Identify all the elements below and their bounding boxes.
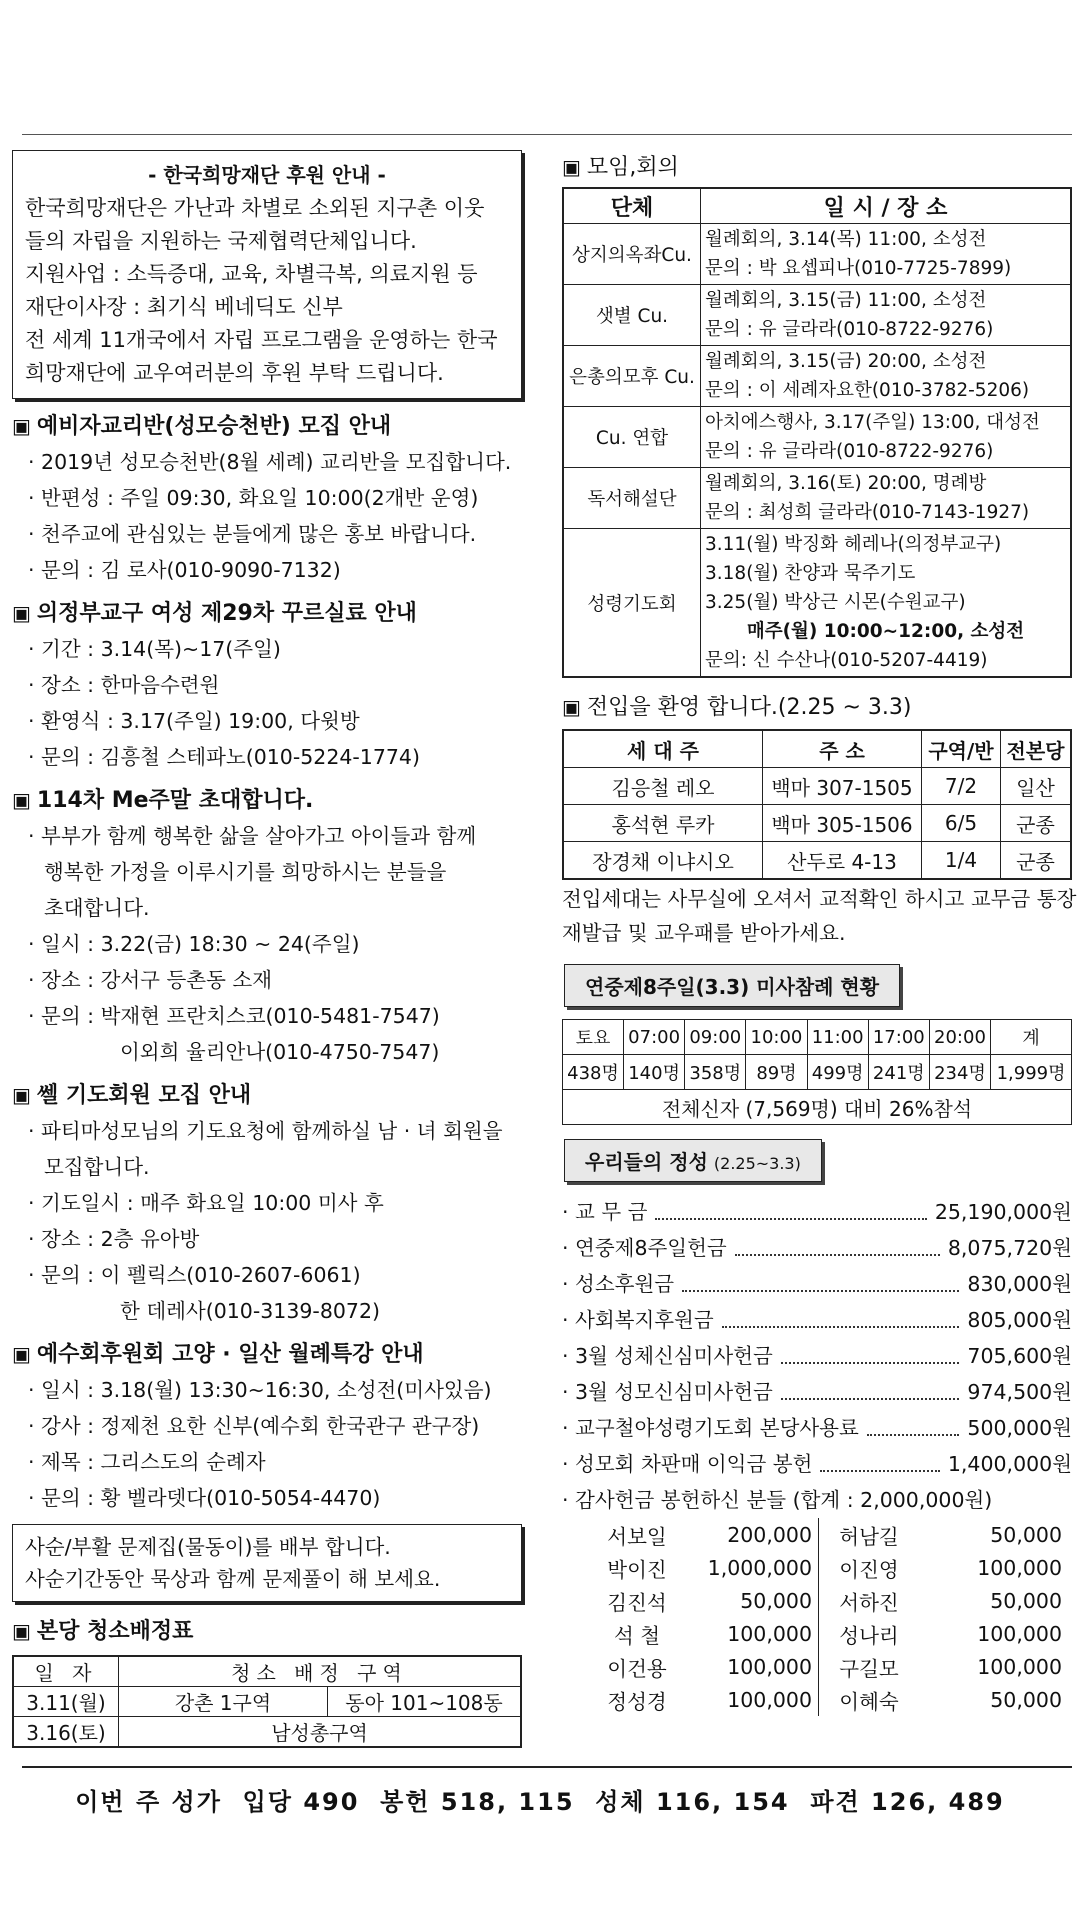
cursillo-title: 의정부교구 여성 제29차 꾸르실료 안내 xyxy=(36,601,417,626)
meeting-info: 3.11(월) 박징화 헤레나(의정부교구) xyxy=(705,534,1002,555)
table-row xyxy=(563,407,1071,468)
meetings-table xyxy=(562,187,1072,678)
table-row xyxy=(563,468,1071,529)
group-name: 은총의모후 Cu. xyxy=(563,346,701,407)
column-header: 세 대 주 xyxy=(563,730,763,768)
group-name: 샛별 Cu. xyxy=(563,285,701,346)
list-item: · 교구철야성령기도회 본당사용료 500,000원 xyxy=(562,1410,1072,1446)
prayer-contact: · 문의 : 이 펠릭스(010-2607-6061) xyxy=(28,1263,361,1287)
jesuit-title: 예수회후원회 고양 · 일산 월례특강 안내 xyxy=(36,1342,424,1367)
welcome-table xyxy=(562,729,1072,880)
column-header: 11:00 xyxy=(807,1020,868,1055)
list-item: · 3월 성모신심미사헌금 974,500원 xyxy=(562,1374,1072,1410)
table-cell: 140명 xyxy=(624,1055,685,1090)
prayer-title: 쎌 기도회원 모집 안내 xyxy=(36,1083,252,1108)
column-header: 20:00 xyxy=(929,1020,990,1055)
table-cell: 358명 xyxy=(685,1055,746,1090)
list-item: · 성소후원금 830,000원 xyxy=(562,1266,1072,1302)
catechumen-line: · 천주교에 관심있는 분들에게 많은 홍보 바랍니다. xyxy=(28,522,477,546)
jesuit-line: · 제목 : 그리스도의 순례자 xyxy=(28,1450,266,1474)
me-weekend-section xyxy=(12,783,522,1070)
cleaning-section xyxy=(12,1614,522,1748)
cursillo-line: · 환영식 : 3.17(주일) 19:00, 다윗방 xyxy=(28,709,360,733)
welcome-title: 전입을 환영 합니다.(2.25 ~ 3.3) xyxy=(586,695,912,720)
table-row: 서보일 200,000 허남길 50,000 xyxy=(592,1518,1062,1551)
square-bullet-icon: ▣ xyxy=(12,1342,31,1366)
square-bullet-icon: ▣ xyxy=(12,1619,31,1643)
right-column xyxy=(562,150,1077,1716)
me-weekend-contact: · 문의 : 박재현 프란치스코(010-5481-7547) xyxy=(28,1004,440,1028)
column-header: 07:00 xyxy=(624,1020,685,1055)
offerings-list xyxy=(562,1194,1072,1518)
offerings-title-text: 우리들의 정성 xyxy=(585,1150,708,1174)
lent-line: 사순기간동안 묵상과 함께 문제풀이 해 보세요. xyxy=(25,1567,441,1591)
cleaning-title: 본당 청소배정표 xyxy=(36,1619,194,1644)
prayer-contact: 한 데레사(010-3139-8072) xyxy=(120,1299,380,1323)
group-name: 상지의옥좌Cu. xyxy=(563,224,701,285)
table-row xyxy=(563,529,1071,678)
column-header: 10:00 xyxy=(746,1020,807,1055)
sponsor-line: 재단이사장 : 최기식 베네딕도 신부 xyxy=(25,295,343,319)
column-header: 청소 배정 구역 xyxy=(119,1656,522,1687)
column-header: 전본당 xyxy=(1001,730,1072,768)
prayer-line: · 파티마성모님의 기도요청에 함께하실 남 · 녀 회원을 xyxy=(28,1119,503,1143)
sponsor-line: 희망재단에 교우여러분의 후원 부탁 드립니다. xyxy=(25,361,444,385)
table-row xyxy=(563,285,1071,346)
column-header: 17:00 xyxy=(868,1020,929,1055)
table-cell: 1,999명 xyxy=(991,1055,1072,1090)
lent-box xyxy=(12,1524,522,1602)
table-row xyxy=(13,1717,521,1748)
cursillo-section xyxy=(12,596,522,775)
table-cell: 백마 307-1505 xyxy=(763,768,922,805)
square-bullet-icon: ▣ xyxy=(562,695,581,719)
table-row: 이건용 100,000 구길모 100,000 xyxy=(592,1650,1062,1683)
square-bullet-icon: ▣ xyxy=(12,414,31,438)
table-row: 석 철 100,000 성나리 100,000 xyxy=(592,1617,1062,1650)
sponsor-line: 지원사업 : 소득증대, 교육, 차별극복, 의료지원 등 xyxy=(25,262,478,286)
square-bullet-icon: ▣ xyxy=(12,788,31,812)
sponsor-line: 전 세계 11개국에서 자립 프로그램을 운영하는 한국 xyxy=(25,328,498,352)
left-column xyxy=(12,150,522,1756)
table-cell: 241명 xyxy=(868,1055,929,1090)
meeting-contact: 문의 : 박 요셉피나(010-7725-7899) xyxy=(705,258,1012,279)
square-bullet-icon: ▣ xyxy=(12,1083,31,1107)
table-row xyxy=(563,1090,1072,1125)
table-cell: 89명 xyxy=(746,1055,807,1090)
table-cell: 김응철 레오 xyxy=(563,768,763,805)
table-row: 정성경 100,000 이혜숙 50,000 xyxy=(592,1683,1062,1716)
donors-table xyxy=(592,1518,1062,1716)
table-row xyxy=(563,1020,1072,1055)
bottom-rule xyxy=(22,1766,1072,1768)
meeting-contact: 문의 : 최성희 글라라(010-7143-1927) xyxy=(705,502,1030,523)
sponsor-box xyxy=(12,150,522,399)
cursillo-line: · 문의 : 김흥철 스테파노(010-5224-1774) xyxy=(28,745,420,769)
offerings-title xyxy=(564,1139,822,1182)
meeting-info: 3.25(월) 박상근 시몬(수원교구) xyxy=(705,592,966,613)
table-row xyxy=(563,768,1071,805)
meeting-info: 매주(월) 10:00~12:00, 소성전 xyxy=(746,621,1025,642)
square-bullet-icon: ▣ xyxy=(562,155,581,179)
meetings-title: 모임,회의 xyxy=(586,155,679,180)
meeting-contact: 문의 : 유 글라라(010-8722-9276) xyxy=(705,319,994,340)
column-header: 구역/반 xyxy=(922,730,1001,768)
cleaning-table xyxy=(12,1655,522,1748)
me-weekend-title: 114차 Me주말 초대합니다. xyxy=(36,788,314,813)
meeting-info: 3.18(월) 찬양과 묵주기도 xyxy=(705,563,916,584)
sponsor-title: - 한국희망재단 후원 안내 - xyxy=(148,163,386,187)
meeting-info: 월례회의, 3.14(목) 11:00, 소성전 xyxy=(705,229,987,250)
table-row xyxy=(563,1055,1072,1090)
prayer-line: 모집합니다. xyxy=(44,1155,150,1179)
lent-line: 사순/부활 문제집(물동이)를 배부 합니다. xyxy=(25,1535,391,1559)
catechumen-section xyxy=(12,409,522,588)
group-name: 성령기도회 xyxy=(563,529,701,678)
meeting-info: 월례회의, 3.16(토) 20:00, 명례방 xyxy=(705,473,987,494)
top-rule xyxy=(22,134,1072,135)
catechumen-line: · 반편성 : 주일 09:30, 화요일 10:00(2개반 운영) xyxy=(28,486,479,510)
column-header: 토요 xyxy=(563,1020,624,1055)
column-header: 09:00 xyxy=(685,1020,746,1055)
thanks-offering-title: · 감사헌금 봉헌하신 분들 (합계 : 2,000,000원) xyxy=(562,1488,993,1512)
welcome-note: 재발급 및 교우패를 받아가세요. xyxy=(562,921,846,945)
table-row xyxy=(563,842,1071,880)
attendance-table xyxy=(562,1019,1072,1125)
table-row: 김진석 50,000 서하진 50,000 xyxy=(592,1584,1062,1617)
meeting-info: 월례회의, 3.15(금) 11:00, 소성전 xyxy=(705,290,987,311)
jesuit-section xyxy=(12,1337,522,1516)
table-row xyxy=(563,188,1071,224)
meetings-section xyxy=(562,150,1072,678)
column-header: 일 시 / 장 소 xyxy=(701,188,1072,224)
prayer-place: · 장소 : 2층 유아방 xyxy=(28,1227,200,1251)
attendance-summary: 전체신자 (7,569명) 대비 26%참석 xyxy=(563,1090,1072,1125)
jesuit-line: · 일시 : 3.18(월) 13:30~16:30, 소성전(미사있음) xyxy=(28,1378,492,1402)
group-name: Cu. 연합 xyxy=(563,407,701,468)
prayer-time: · 기도일시 : 매주 화요일 10:00 미사 후 xyxy=(28,1191,384,1215)
list-item: · 연중제8주일헌금 8,075,720원 xyxy=(562,1230,1072,1266)
jesuit-line: · 강사 : 정제천 요한 신부(예수회 한국관구 관구장) xyxy=(28,1414,480,1438)
meeting-contact: 문의 : 이 세례자요한(010-3782-5206) xyxy=(705,380,1030,401)
column-header: 계 xyxy=(991,1020,1072,1055)
attendance-title: 연중제8주일(3.3) 미사참례 현황 xyxy=(564,964,900,1007)
me-weekend-date: · 일시 : 3.22(금) 18:30 ~ 24(주일) xyxy=(28,932,360,956)
table-cell: 산두로 4-13 xyxy=(763,842,922,880)
table-cell: 남성총구역 xyxy=(119,1717,522,1748)
table-cell: 군종 xyxy=(1001,842,1072,880)
jesuit-line: · 문의 : 황 벨라뎃다(010-5054-4470) xyxy=(28,1486,381,1510)
cursillo-line: · 장소 : 한마음수련원 xyxy=(28,673,220,697)
cursillo-line: · 기간 : 3.14(목)~17(주일) xyxy=(28,637,281,661)
me-weekend-line: 행복한 가정을 이루시기를 희망하시는 분들을 xyxy=(44,860,447,884)
table-row xyxy=(563,224,1071,285)
catechumen-line: · 2019년 성모승천반(8월 세례) 교리반을 모집합니다. xyxy=(28,450,512,474)
me-weekend-contact: 이외희 율리안나(010-4750-7547) xyxy=(120,1040,440,1064)
meeting-contact: 문의: 신 수산나(010-5207-4419) xyxy=(705,650,988,671)
table-row xyxy=(13,1687,521,1717)
meeting-info: 아치에스행사, 3.17(주일) 13:00, 대성전 xyxy=(705,412,1040,433)
column-header: 주 소 xyxy=(763,730,922,768)
column-header: 단체 xyxy=(563,188,701,224)
table-cell: 3.16(토) xyxy=(13,1717,119,1748)
table-row xyxy=(13,1656,521,1687)
table-cell: 홍석현 루카 xyxy=(563,805,763,842)
group-name: 독서해설단 xyxy=(563,468,701,529)
column-header: 일 자 xyxy=(13,1656,119,1687)
welcome-note: 전입세대는 사무실에 오셔서 교적확인 하시고 교무금 통장 xyxy=(562,887,1077,911)
list-item: · 성모회 차판매 이익금 봉헌 1,400,000원 xyxy=(562,1446,1072,1482)
table-row: 박이진 1,000,000 이진영 100,000 xyxy=(592,1551,1062,1584)
me-weekend-place: · 장소 : 강서구 등촌동 소재 xyxy=(28,968,273,992)
catechumen-title: 예비자교리반(성모승천반) 모집 안내 xyxy=(36,414,392,439)
offerings-period: (2.25~3.3) xyxy=(713,1154,801,1173)
table-cell: 438명 xyxy=(563,1055,624,1090)
sponsor-line: 한국희망재단은 가난과 차별로 소외된 지구촌 이웃 xyxy=(25,196,485,220)
list-item: · 3월 성체신심미사헌금 705,600원 xyxy=(562,1338,1072,1374)
meeting-contact: 문의 : 유 글라라(010-8722-9276) xyxy=(705,441,994,462)
meeting-info: 월례회의, 3.15(금) 20:00, 소성전 xyxy=(705,351,987,372)
table-cell: 499명 xyxy=(807,1055,868,1090)
catechumen-line: · 문의 : 김 로사(010-9090-7132) xyxy=(28,558,341,582)
hymn-footer: 이번 주 성가 입당 490 봉헌 518, 115 성체 116, 154 파견 126, 489 xyxy=(75,1788,1005,1816)
table-cell: 1/4 xyxy=(922,842,1001,880)
table-cell: 강촌 1구역 xyxy=(119,1687,328,1717)
table-cell: 동아 101~108동 xyxy=(328,1687,522,1717)
table-row xyxy=(563,730,1071,768)
me-weekend-line: 초대합니다. xyxy=(44,896,150,920)
prayer-section xyxy=(12,1078,522,1329)
list-item: · 사회복지후원금 805,000원 xyxy=(562,1302,1072,1338)
table-cell: 6/5 xyxy=(922,805,1001,842)
table-cell: 234명 xyxy=(929,1055,990,1090)
table-cell: 군종 xyxy=(1001,805,1072,842)
table-row xyxy=(563,805,1071,842)
sponsor-line: 들의 자립을 지원하는 국제협력단체입니다. xyxy=(25,229,417,253)
table-cell: 7/2 xyxy=(922,768,1001,805)
table-cell: 일산 xyxy=(1001,768,1072,805)
table-cell: 장경채 이냐시오 xyxy=(563,842,763,880)
me-weekend-line: · 부부가 함께 행복한 삶을 살아가고 아이들과 함께 xyxy=(28,824,477,848)
square-bullet-icon: ▣ xyxy=(12,601,31,625)
table-row xyxy=(563,346,1071,407)
welcome-section xyxy=(562,690,1077,950)
list-item: · 교 무 금 25,190,000원 xyxy=(562,1194,1072,1230)
table-cell: 백마 305-1506 xyxy=(763,805,922,842)
table-cell: 3.11(월) xyxy=(13,1687,119,1717)
